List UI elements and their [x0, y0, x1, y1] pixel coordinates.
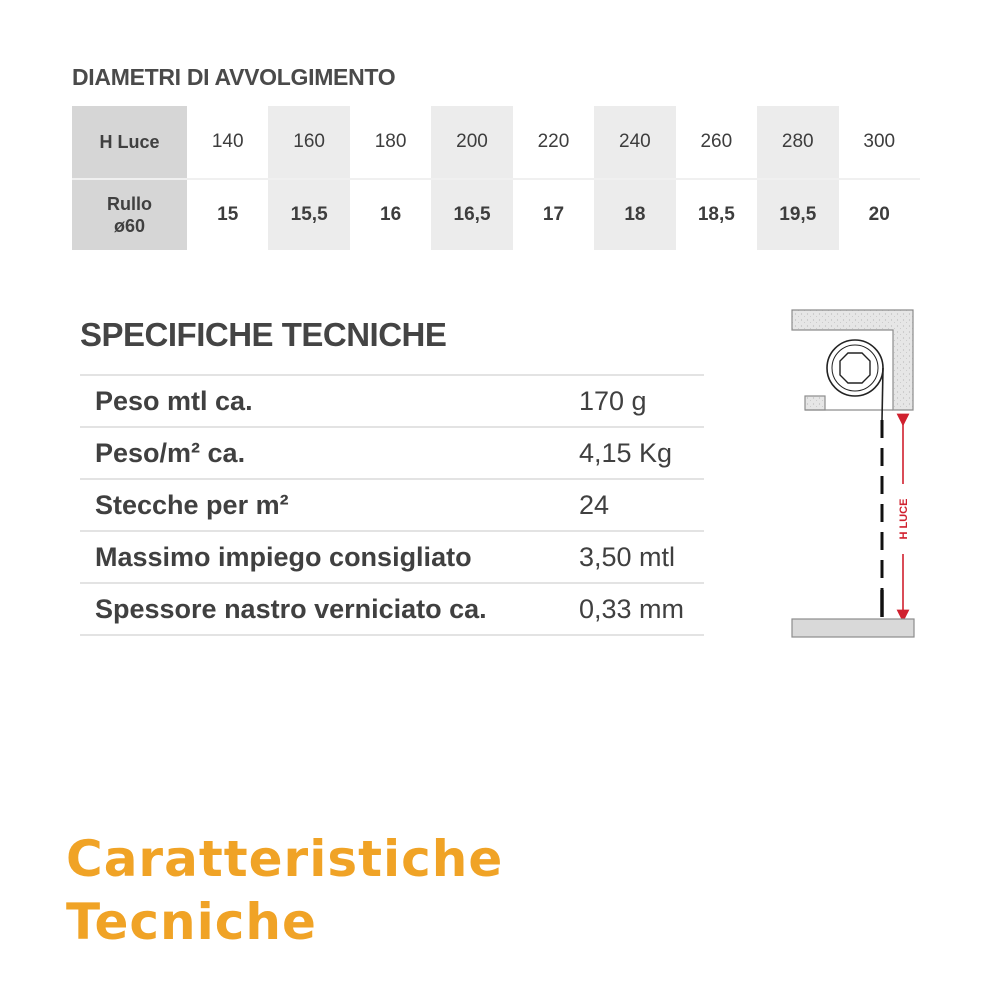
spec-value: 0,33 mm — [563, 583, 704, 635]
row-header-rullo-line1: Rullo — [107, 194, 152, 214]
spec-value: 4,15 Kg — [563, 427, 704, 479]
table-cell: 18,5 — [697, 204, 735, 225]
table-row — [80, 479, 704, 531]
table-row-rullo — [72, 179, 920, 250]
table-cell: 20 — [868, 204, 890, 225]
spec-label: Stecche per m² — [80, 479, 563, 531]
row-header-rullo-line2: ø60 — [113, 216, 146, 236]
table-cell: 160 — [268, 106, 349, 179]
table-cell: 200 — [431, 106, 512, 179]
table-cell: 15,5 — [268, 179, 349, 250]
table-cell: 18 — [594, 179, 675, 250]
footer-heading-line2: Tecniche — [66, 893, 317, 951]
shutter-section-diagram — [788, 306, 918, 646]
roller-drum-shape — [827, 340, 883, 420]
table-row — [80, 375, 704, 427]
sill-shape — [792, 619, 914, 637]
table-cell: 17 — [542, 204, 565, 225]
footer-heading — [66, 828, 503, 954]
footer-heading-line1: Caratteristiche — [66, 830, 504, 888]
spec-value: 170 g — [563, 375, 704, 427]
table-cell: 300 — [839, 106, 921, 179]
table-cell: 140 — [187, 106, 268, 179]
table-cell: 180 — [350, 106, 431, 179]
winding-diameters-title: DIAMETRI DI AVVOLGIMENTO — [72, 64, 396, 90]
spec-value: 3,50 mtl — [563, 531, 704, 583]
technical-specs-title: SPECIFICHE TECNICHE — [80, 316, 447, 353]
row-header-rullo — [72, 179, 187, 250]
table-cell: 15 — [217, 204, 239, 225]
table-cell: 220 — [513, 106, 594, 179]
table-row — [80, 427, 704, 479]
table-row-h-luce — [72, 106, 920, 179]
table-cell: 16 — [380, 204, 402, 225]
table-row — [80, 583, 704, 635]
spec-label: Peso mtl ca. — [80, 375, 563, 427]
spec-label: Peso/m² ca. — [80, 427, 563, 479]
spec-label: Spessore nastro verniciato ca. — [80, 583, 563, 635]
table-cell: 19,5 — [757, 179, 838, 250]
table-cell: 260 — [676, 106, 757, 179]
winding-diameters-table — [72, 106, 920, 250]
table-cell: 240 — [594, 106, 675, 179]
table-row — [80, 531, 704, 583]
table-cell: 280 — [757, 106, 838, 179]
spec-label: Massimo impiego consigliato — [80, 531, 563, 583]
row-header-h-luce: H Luce — [72, 106, 187, 179]
technical-specs-table — [80, 374, 704, 636]
height-label: H LUCE — [898, 498, 910, 540]
table-cell: 16,5 — [431, 179, 512, 250]
spec-value: 24 — [563, 479, 704, 531]
